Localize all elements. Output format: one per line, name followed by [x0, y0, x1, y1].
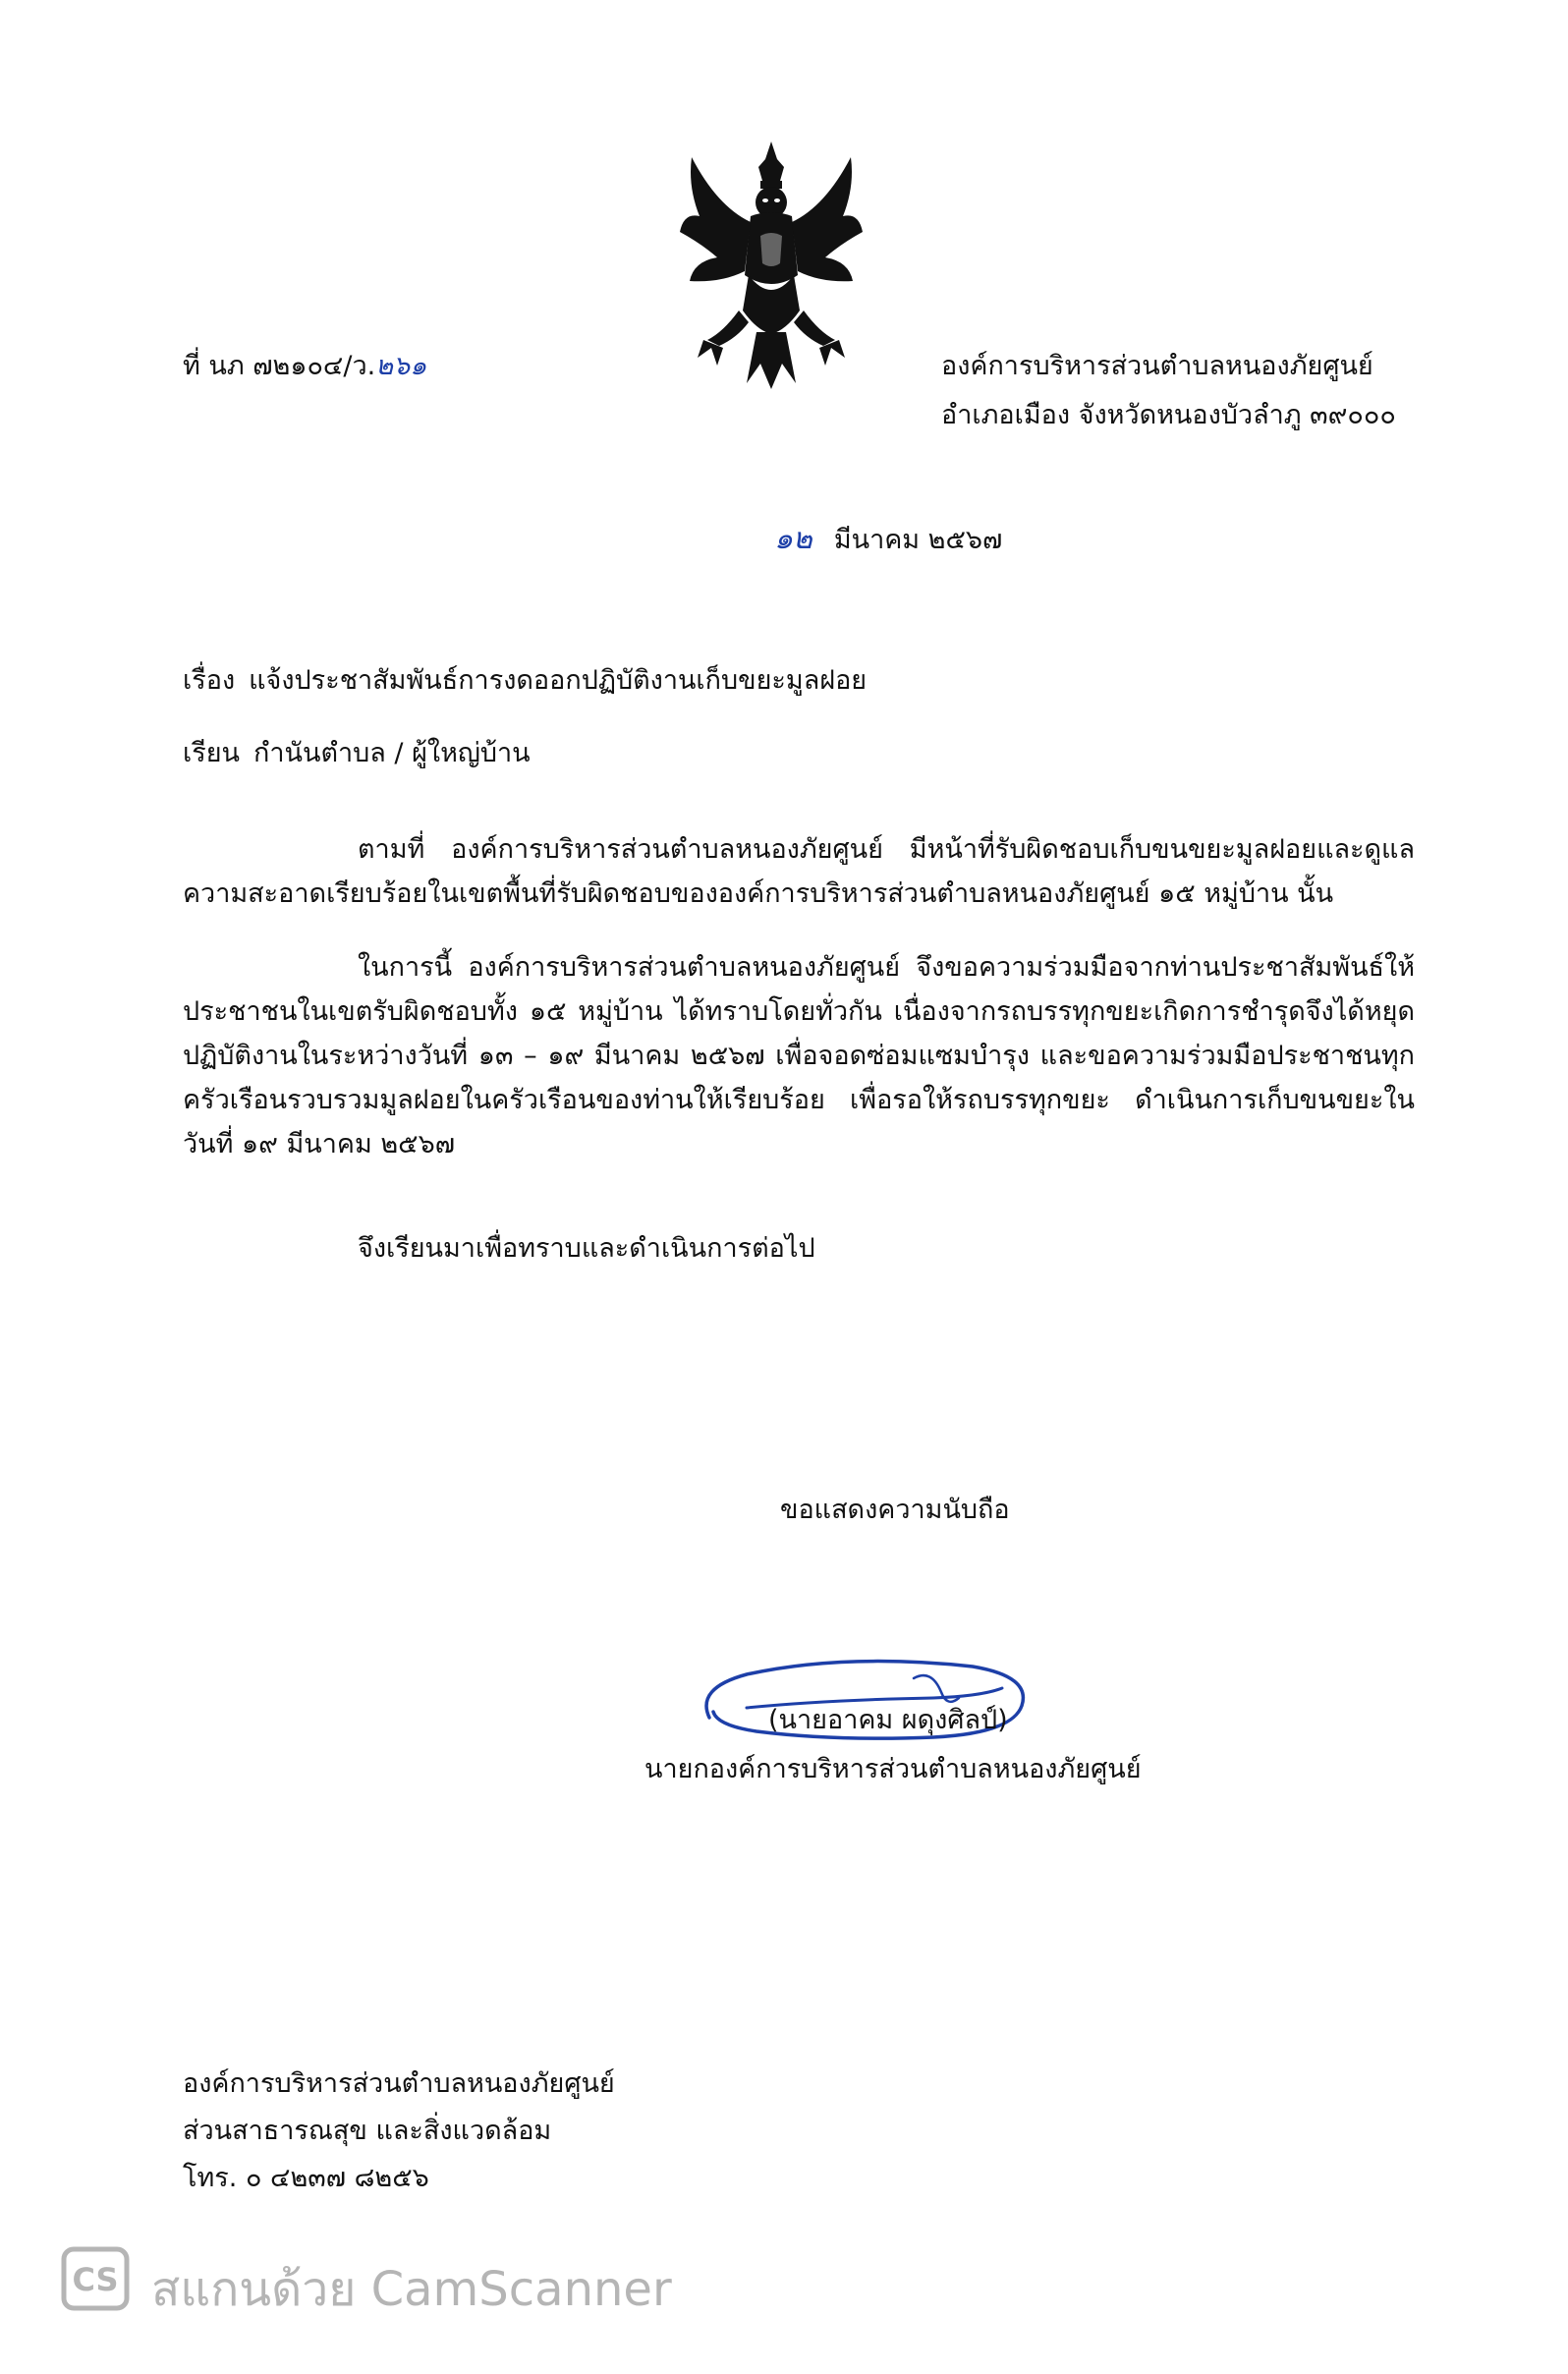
camscanner-logo-text: CS [72, 2261, 119, 2298]
garuda-emblem-icon [678, 138, 865, 393]
reference-prefix: ที่ นภ ๗๒๑๐๔/ว. [183, 351, 376, 381]
handwritten-signature [688, 1649, 1041, 1757]
body-paragraph-1 [183, 827, 1415, 916]
document-date [774, 523, 1002, 557]
paragraph-1-text: ตามที่ องค์การบริหารส่วนตำบลหนองภัยศูนย์ มีหน้าที่รับผิดชอบเก็บขนขยะมูลฝอยและดูแลความสะอาดเรียบร้อยในเขตพื้นที่รับผิดชอบขององค์การบริหารส่วนตำบลหนองภัยศูนย์ ๑๕ หมู่บ้าน นั้น [183, 834, 1415, 909]
footer-phone: โทร. ๐ ๔๒๓๗ ๘๒๕๖ [183, 2163, 429, 2193]
document-reference [183, 350, 426, 383]
sender-organization: องค์การบริหารส่วนตำบลหนองภัยศูนย์ [941, 351, 1373, 381]
scan-watermark-text: สแกนด้วย CamScanner [151, 2262, 672, 2317]
recipient-line [183, 737, 531, 770]
recipient-label: เรียน [183, 738, 241, 768]
closing-regards: ขอแสดงความนับถือ [780, 1495, 1010, 1525]
paragraph-3-text: จึงเรียนมาเพื่อทราบและดำเนินการต่อไป [358, 1233, 815, 1264]
subject-line [183, 664, 867, 698]
footer-department: ส่วนสาธารณสุข และสิ่งแวดล้อม [183, 2116, 552, 2146]
subject-text: แจ้งประชาสัมพันธ์การงดออกปฏิบัติงานเก็บขยะมูลฝอย [249, 665, 868, 696]
signer-name: (นายอาคม ผดุงศิลป์) [768, 1705, 1008, 1735]
sender-address: อำเภอเมือง จังหวัดหนองบัวลำภู ๓๙๐๐๐ [941, 400, 1396, 430]
body-paragraph-2 [183, 945, 1415, 1166]
recipient-text: กำนันตำบล / ผู้ใหญ่บ้าน [253, 738, 531, 768]
date-day-handwritten: ๑๒ [774, 522, 812, 556]
signer-title: นายกองค์การบริหารส่วนตำบลหนองภัยศูนย์ [644, 1754, 1142, 1784]
date-month-year: มีนาคม ๒๕๖๗ [833, 525, 1003, 555]
camscanner-logo-icon [61, 2246, 130, 2311]
subject-label: เรื่อง [183, 665, 236, 696]
reference-number-handwritten: ๒๖๑ [375, 351, 427, 381]
paragraph-2-text: ในการนี้ องค์การบริหารส่วนตำบลหนองภัยศูนย์ จึงขอความร่วมมือจากท่านประชาสัมพันธ์ให้ประชาชนในเขตรับผิดชอบทั้ง ๑๕ หมู่บ้าน ได้ทราบโดยทั่วกัน เนื่องจากรถบรรทุกขยะเกิดการชำรุดจึงได้หยุดปฏิบัติงานในระหว่างวันที่ ๑๓ – ๑๙ มีนาคม ๒๕๖๗ เพื่อจอดซ่อมแซมบำรุง และขอความร่วมมือประชาชนทุกครัวเรือนรวบรวมมูลฝอยในครัวเรือนของท่านให้เรียบร้อย เพื่อรอให้รถบรรทุกขยะ ดำเนินการเก็บขนขยะในวันที่ ๑๙ มีนาคม ๒๕๖๗ [183, 952, 1415, 1159]
footer-organization: องค์การบริหารส่วนตำบลหนองภัยศูนย์ [183, 2068, 615, 2099]
body-paragraph-3 [183, 1226, 1415, 1271]
